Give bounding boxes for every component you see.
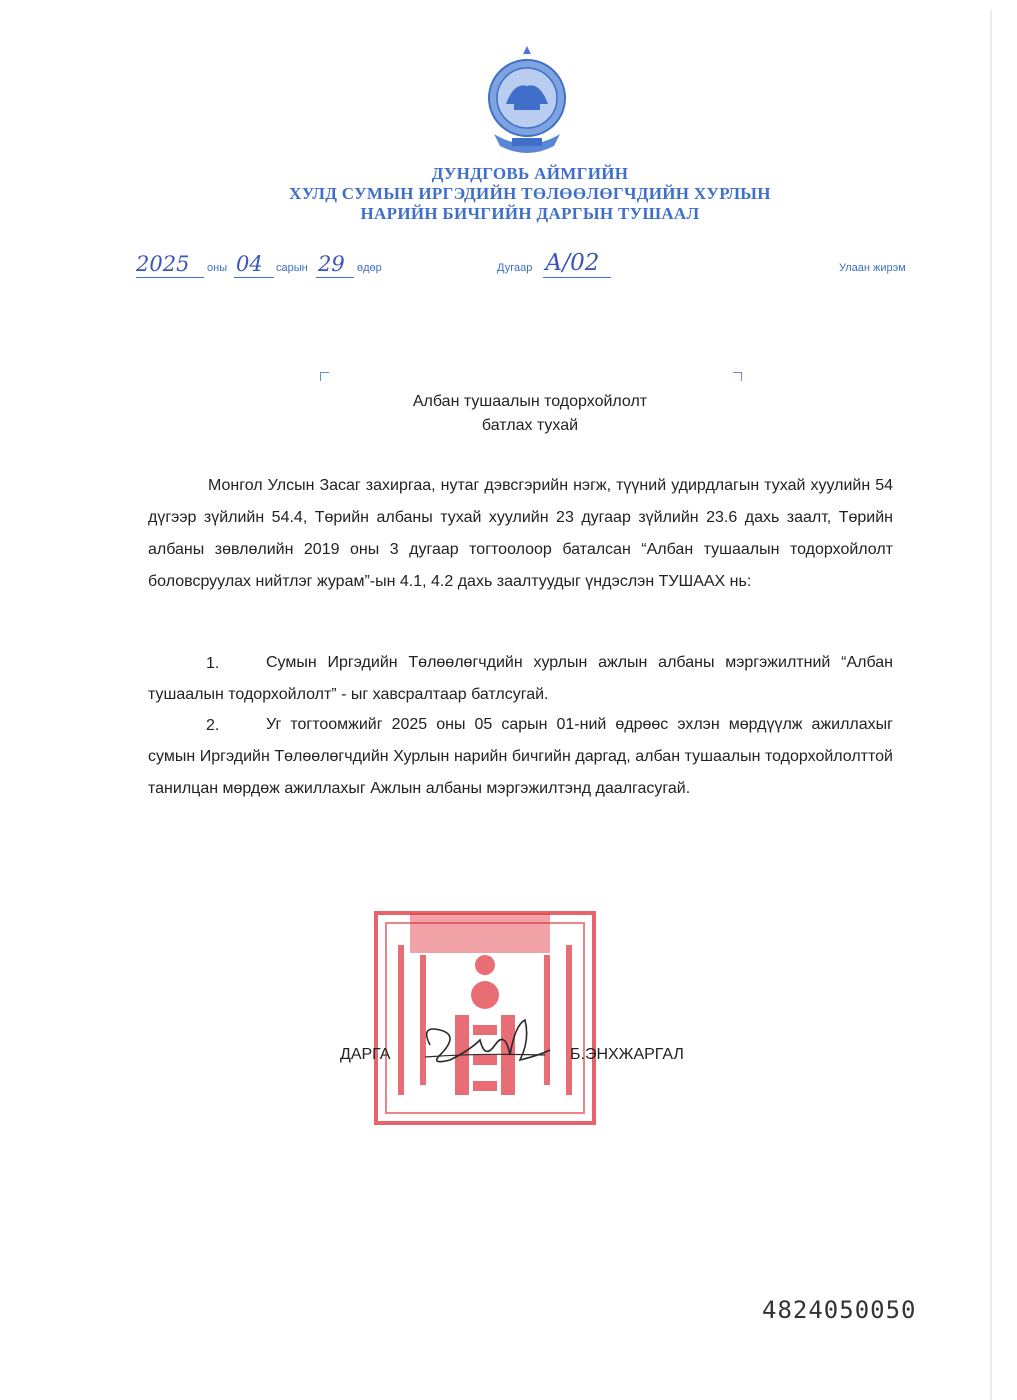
item-paragraph-1 [148,647,893,711]
preamble-text: Монгол Улсын Засаг захиргаа, нутаг дэвсгэрийн нэгж, түүний удирдлагын тухай хуулийн 54 дүгээр зүйлийн 54.4, Төрийн албаны тухай хуулийн 23 дугаар зүйлийн 23.6 дахь заалт, Төрийн албаны зөвлөлийн 2019 оны 3 дугаар тогтоолоор баталсан “Албан тушаалын тодорхойлолт боловсруулах нийтлэг журам”-ын 4.1, 4.2 дахь заалтуудыг үндэслэн ТУШААХ нь: [148,477,893,590]
header-line-khural: ХУЛД СУМЫН ИРГЭДИЙН ТӨЛӨӨЛӨГЧДИЙН ХУРЛЫН [289,184,771,203]
place-name: Улаан жирэм [839,262,906,274]
day-suffix: өдөр [357,262,382,274]
document-order-number: А/02 [545,250,600,276]
header-line-aimag: ДУНДГОВЬ АЙМГИЙН [431,164,629,183]
preamble-paragraph [148,470,893,598]
month-suffix: сарын [276,262,308,274]
year-underline [136,277,204,278]
document-serial-number: 4824050050 [762,1296,917,1324]
date-day: 29 [318,252,345,276]
signatory-name: Б.ЭНХЖАРГАЛ [570,1046,684,1063]
number-label: Дугаар [497,262,533,274]
subject-bracket-right [733,372,742,381]
signatory-title: ДАРГА [340,1046,391,1063]
number-underline [543,277,611,278]
item-paragraph-2 [148,709,893,805]
item-text-1: Сумын Иргэдийн Төлөөлөгчдийн хурлын ажлын албаны мэргэжилтний “Албан тушаалын тодорхойлолт” - ыг хавсралтаар батлсугай. [148,654,893,703]
page-edge [990,10,992,1400]
day-underline [316,277,354,278]
header-line-order: НАРИЙН БИЧГИЙН ДАРГЫН ТУШААЛ [360,204,700,223]
date-month: 04 [236,252,263,276]
item-number-2: 2. [206,717,220,734]
state-emblem-icon [484,42,570,160]
month-underline [234,277,274,278]
subject-line-2: батлах тухай [481,417,579,434]
subject-line-1: Албан тушаалын тодорхойлолт [412,393,648,410]
year-suffix: оны [207,262,228,274]
item-text-2: Уг тогтоомжийг 2025 оны 05 сарын 01-ний өдрөөс эхлэн мөрдүүлж ажиллахыг сумын Иргэдийн Төлөөлөгчдийн Хурлын нарийн бичгийн даргад, албан тушаалын тодорхойлолттой танилцан мөрдөж ажиллахыг Ажлын албаны мэргэжилтэнд даалгасугай. [148,716,893,797]
date-year: 2025 [136,252,190,276]
handwritten-signature [410,1005,560,1075]
subject-bracket-left [320,372,329,381]
item-number-1: 1. [206,655,220,672]
